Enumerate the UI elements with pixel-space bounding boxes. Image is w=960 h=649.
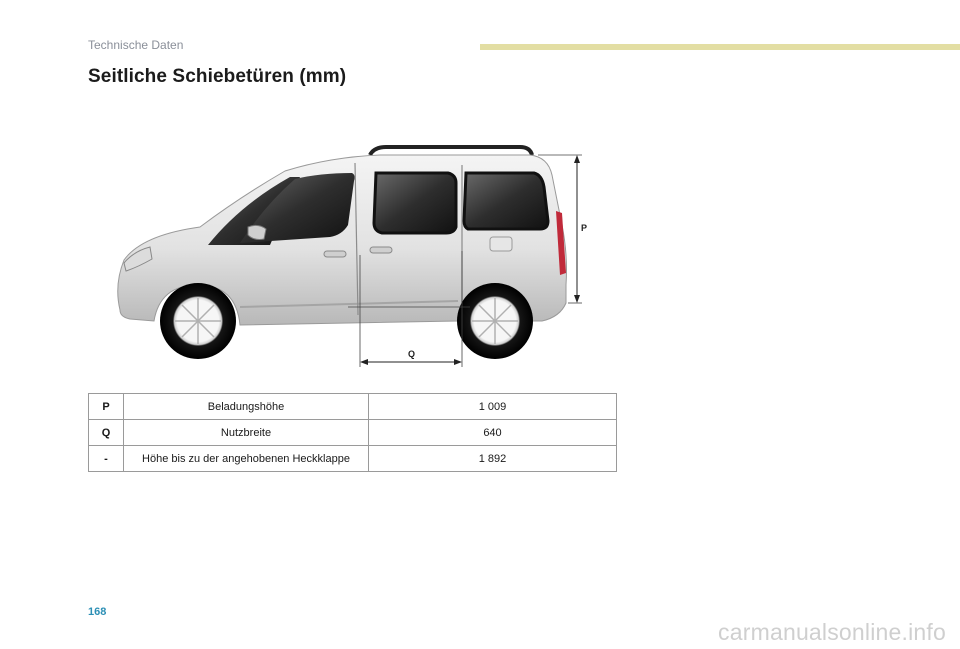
row-description: Höhe bis zu der angehobenen Heckklappe <box>124 446 369 472</box>
page-title: Seitliche Schiebetüren (mm) <box>88 66 347 87</box>
header-accent-bar <box>480 44 960 50</box>
page-number: 168 <box>88 606 107 618</box>
van-dimension-figure <box>90 135 610 375</box>
row-key: - <box>89 446 124 472</box>
table-row <box>89 446 617 472</box>
side-mirror <box>248 225 266 239</box>
row-description: Nutzbreite <box>124 420 369 446</box>
dimensions-table <box>88 393 617 472</box>
sliding-door-window <box>374 173 456 233</box>
roof-rail <box>370 147 532 155</box>
section-label: Technische Daten <box>88 38 184 52</box>
row-key: P <box>89 394 124 420</box>
row-description: Beladungshöhe <box>124 394 369 420</box>
row-value: 640 <box>369 420 617 446</box>
table-row <box>89 394 617 420</box>
watermark: carmanualsonline.info <box>718 619 946 645</box>
sliding-door-handle <box>370 247 392 253</box>
row-value: 1 009 <box>369 394 617 420</box>
dimension-label-p: P <box>581 223 588 233</box>
rear-side-window <box>464 173 548 229</box>
table-row <box>89 420 617 446</box>
dimension-label-q: Q <box>408 349 416 359</box>
fuel-cap <box>490 237 512 251</box>
van-side-view <box>90 135 610 375</box>
front-door-handle <box>324 251 346 257</box>
row-key: Q <box>89 420 124 446</box>
row-value: 1 892 <box>369 446 617 472</box>
